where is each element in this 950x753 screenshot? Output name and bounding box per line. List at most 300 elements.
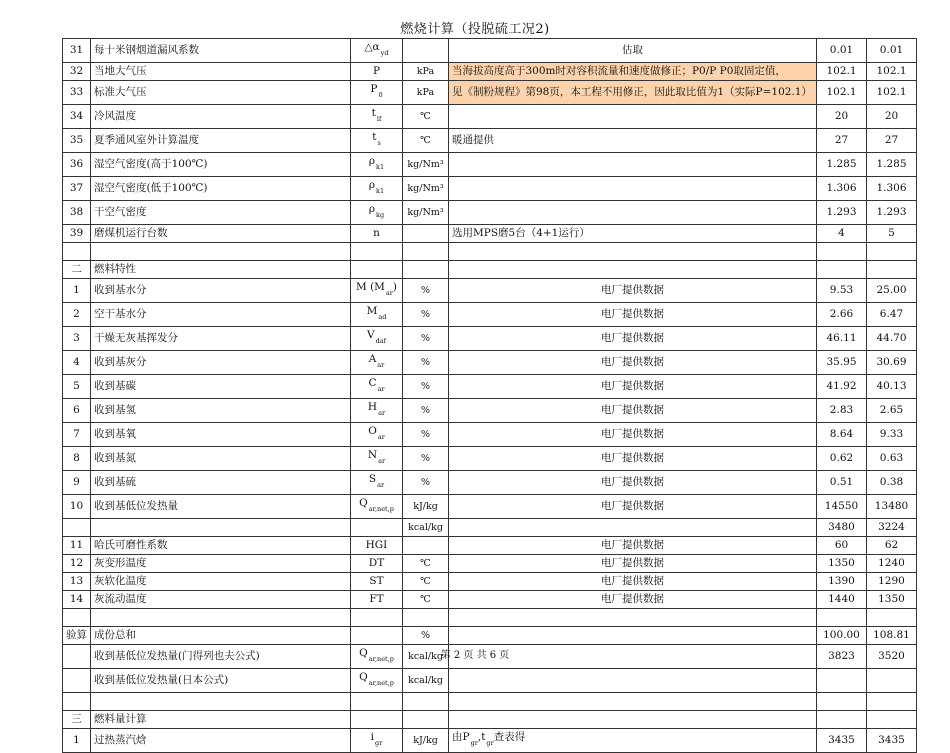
symbol-main: S bbox=[368, 473, 377, 485]
row-name: 收到基硫 bbox=[91, 471, 351, 495]
row-value-2: 62 bbox=[867, 537, 917, 555]
row-value-1 bbox=[817, 261, 867, 279]
row-note: 电厂提供数据 bbox=[449, 399, 817, 423]
row-note bbox=[449, 609, 817, 627]
table-row bbox=[63, 225, 917, 243]
table-row bbox=[63, 555, 917, 573]
row-value-2: 5 bbox=[867, 225, 917, 243]
row-symbol bbox=[351, 591, 403, 609]
row-note bbox=[449, 261, 817, 279]
table-row bbox=[63, 153, 917, 177]
row-unit: % bbox=[403, 447, 449, 471]
row-note bbox=[449, 105, 817, 129]
symbol-subscript: yd bbox=[380, 49, 389, 57]
row-value-2: 1.293 bbox=[867, 201, 917, 225]
row-value-2: 2.65 bbox=[867, 399, 917, 423]
symbol-subscript: ar,net,p bbox=[368, 505, 394, 513]
table-row bbox=[63, 177, 917, 201]
note-subscript: gr bbox=[486, 739, 494, 747]
row-value-1: 102.1 bbox=[817, 81, 867, 105]
table-row bbox=[63, 627, 917, 645]
row-note: 电厂提供数据 bbox=[449, 555, 817, 573]
row-note bbox=[449, 693, 817, 711]
symbol-subscript: 0 bbox=[378, 91, 383, 99]
row-value-1: 35.95 bbox=[817, 351, 867, 375]
row-unit bbox=[403, 261, 449, 279]
table-row bbox=[63, 669, 917, 693]
row-value-2 bbox=[867, 609, 917, 627]
row-unit: % bbox=[403, 279, 449, 303]
row-unit bbox=[403, 243, 449, 261]
row-number: 1 bbox=[63, 729, 91, 753]
row-value-1: 14550 bbox=[817, 495, 867, 519]
row-note bbox=[449, 729, 817, 753]
row-value-2: 0.01 bbox=[867, 39, 917, 63]
note-text: ,t bbox=[477, 731, 486, 743]
row-symbol bbox=[351, 555, 403, 573]
row-unit: % bbox=[403, 303, 449, 327]
symbol-main: Q bbox=[359, 497, 368, 509]
row-number: 4 bbox=[63, 351, 91, 375]
row-unit bbox=[403, 39, 449, 63]
row-number bbox=[63, 243, 91, 261]
row-symbol bbox=[351, 201, 403, 225]
symbol-subscript: ar bbox=[385, 289, 393, 297]
row-number: 38 bbox=[63, 201, 91, 225]
symbol-main: P bbox=[370, 83, 378, 95]
row-symbol bbox=[351, 729, 403, 753]
row-unit: ℃ bbox=[403, 573, 449, 591]
symbol-main: Q bbox=[359, 671, 368, 683]
table-row bbox=[63, 537, 917, 555]
row-unit: ℃ bbox=[403, 129, 449, 153]
row-symbol bbox=[351, 129, 403, 153]
row-unit: kg/Nm³ bbox=[403, 201, 449, 225]
row-name: 收到基低位发热量(日本公式) bbox=[91, 669, 351, 693]
row-note: 电厂提供数据 bbox=[449, 537, 817, 555]
page-title: 燃烧计算（投脱硫工况2) bbox=[400, 22, 550, 37]
row-name: 夏季通风室外计算温度 bbox=[91, 129, 351, 153]
symbol-tail: ) bbox=[392, 281, 398, 293]
symbol-main: M bbox=[366, 305, 378, 317]
symbol-subscript: ar,net,p bbox=[368, 679, 394, 687]
row-value-2: 40.13 bbox=[867, 375, 917, 399]
table-row bbox=[63, 201, 917, 225]
row-name: 干空气密度 bbox=[91, 201, 351, 225]
row-name bbox=[91, 243, 351, 261]
row-symbol bbox=[351, 399, 403, 423]
row-note: 电厂提供数据 bbox=[449, 351, 817, 375]
row-unit bbox=[403, 693, 449, 711]
table-row bbox=[63, 519, 917, 537]
row-unit: kcal/kg bbox=[403, 669, 449, 693]
row-value-1: 1.285 bbox=[817, 153, 867, 177]
row-name: 空干基水分 bbox=[91, 303, 351, 327]
symbol-subscript: gr bbox=[375, 739, 383, 747]
row-number: 6 bbox=[63, 399, 91, 423]
row-number: 33 bbox=[63, 81, 91, 105]
row-value-2: 1.306 bbox=[867, 177, 917, 201]
row-value-1: 1.306 bbox=[817, 177, 867, 201]
row-symbol bbox=[351, 573, 403, 591]
row-number: 12 bbox=[63, 555, 91, 573]
row-unit: kcal/kg bbox=[403, 645, 449, 669]
table-row bbox=[63, 63, 917, 81]
row-value-2: 1290 bbox=[867, 573, 917, 591]
symbol-main: ρ bbox=[368, 155, 376, 167]
row-note: 见《制粉规程》第98页，本工程不用修正，因此取比值为1（实际P=102.1） bbox=[449, 81, 817, 105]
table-row bbox=[63, 729, 917, 753]
row-value-1: 9.53 bbox=[817, 279, 867, 303]
row-note: 电厂提供数据 bbox=[449, 327, 817, 351]
symbol-subscript: k1 bbox=[376, 163, 385, 171]
row-number: 32 bbox=[63, 63, 91, 81]
row-value-1: 2.83 bbox=[817, 399, 867, 423]
row-value-1: 102.1 bbox=[817, 63, 867, 81]
row-value-2 bbox=[867, 693, 917, 711]
table-row bbox=[63, 591, 917, 609]
row-number bbox=[63, 609, 91, 627]
row-unit: % bbox=[403, 351, 449, 375]
row-value-1: 4 bbox=[817, 225, 867, 243]
row-name: 收到基水分 bbox=[91, 279, 351, 303]
table-row bbox=[63, 261, 917, 279]
row-number: 37 bbox=[63, 177, 91, 201]
symbol-main: ST bbox=[369, 575, 384, 587]
symbol-subscript: lf bbox=[376, 115, 382, 123]
symbol-main: n bbox=[373, 227, 380, 239]
row-symbol bbox=[351, 81, 403, 105]
row-number: 11 bbox=[63, 537, 91, 555]
row-note bbox=[449, 519, 817, 537]
row-name: 收到基低位发热量 bbox=[91, 495, 351, 519]
table-row bbox=[63, 105, 917, 129]
symbol-main: C bbox=[368, 377, 377, 389]
row-note: 电厂提供数据 bbox=[449, 279, 817, 303]
row-value-1 bbox=[817, 693, 867, 711]
row-unit: % bbox=[403, 399, 449, 423]
symbol-main: M (M bbox=[355, 281, 385, 293]
row-value-1 bbox=[817, 609, 867, 627]
row-value-2: 102.1 bbox=[867, 63, 917, 81]
symbol-main: H bbox=[367, 401, 378, 413]
table-row bbox=[63, 693, 917, 711]
row-value-1: 0.62 bbox=[817, 447, 867, 471]
row-symbol bbox=[351, 261, 403, 279]
row-value-2: 20 bbox=[867, 105, 917, 129]
row-unit: % bbox=[403, 627, 449, 645]
table-row bbox=[63, 447, 917, 471]
symbol-main: P bbox=[372, 65, 381, 77]
row-symbol bbox=[351, 627, 403, 645]
row-value-2: 27 bbox=[867, 129, 917, 153]
row-note: 选用MPS磨5台（4+1运行） bbox=[449, 225, 817, 243]
row-value-1: 8.64 bbox=[817, 423, 867, 447]
row-name: 湿空气密度(高于100℃) bbox=[91, 153, 351, 177]
row-name: 收到基低位发热量(门得列也夫公式) bbox=[91, 645, 351, 669]
row-name: 收到基氢 bbox=[91, 399, 351, 423]
row-number: 验算 bbox=[63, 627, 91, 645]
row-note: 电厂提供数据 bbox=[449, 375, 817, 399]
row-symbol bbox=[351, 351, 403, 375]
row-value-1 bbox=[817, 243, 867, 261]
row-number: 36 bbox=[63, 153, 91, 177]
row-symbol bbox=[351, 153, 403, 177]
row-value-2: 0.63 bbox=[867, 447, 917, 471]
row-unit: kcal/kg bbox=[403, 519, 449, 537]
symbol-subscript: ar bbox=[378, 409, 386, 417]
row-value-2: 102.1 bbox=[867, 81, 917, 105]
row-number: 39 bbox=[63, 225, 91, 243]
row-symbol bbox=[351, 225, 403, 243]
row-name: 当地大气压 bbox=[91, 63, 351, 81]
row-note: 电厂提供数据 bbox=[449, 591, 817, 609]
row-unit: kg/Nm³ bbox=[403, 177, 449, 201]
row-value-1 bbox=[817, 711, 867, 729]
table-row bbox=[63, 327, 917, 351]
symbol-subscript: kg bbox=[376, 211, 385, 219]
table-row bbox=[63, 279, 917, 303]
table-row bbox=[63, 495, 917, 519]
row-name: 冷风温度 bbox=[91, 105, 351, 129]
row-unit: % bbox=[403, 375, 449, 399]
row-value-2: 9.33 bbox=[867, 423, 917, 447]
row-number: 2 bbox=[63, 303, 91, 327]
row-value-1: 27 bbox=[817, 129, 867, 153]
row-name: 收到基灰分 bbox=[91, 351, 351, 375]
row-unit: % bbox=[403, 471, 449, 495]
table-row bbox=[63, 471, 917, 495]
row-number: 34 bbox=[63, 105, 91, 129]
row-value-1: 3480 bbox=[817, 519, 867, 537]
table-row bbox=[63, 573, 917, 591]
row-number: 3 bbox=[63, 327, 91, 351]
row-value-1 bbox=[817, 669, 867, 693]
table-row bbox=[63, 39, 917, 63]
row-number: 31 bbox=[63, 39, 91, 63]
row-symbol bbox=[351, 471, 403, 495]
row-symbol bbox=[351, 327, 403, 351]
row-name: 哈氏可磨性系数 bbox=[91, 537, 351, 555]
symbol-subscript: ar bbox=[377, 361, 385, 369]
row-symbol bbox=[351, 669, 403, 693]
row-number: 35 bbox=[63, 129, 91, 153]
row-value-1: 60 bbox=[817, 537, 867, 555]
symbol-subscript: ad bbox=[378, 313, 387, 321]
row-name bbox=[91, 609, 351, 627]
row-number: 二 bbox=[63, 261, 91, 279]
row-value-1: 1440 bbox=[817, 591, 867, 609]
row-note: 电厂提供数据 bbox=[449, 471, 817, 495]
table-row bbox=[63, 711, 917, 729]
table-row bbox=[63, 375, 917, 399]
row-value-2: 6.47 bbox=[867, 303, 917, 327]
row-value-2 bbox=[867, 243, 917, 261]
table-row bbox=[63, 423, 917, 447]
row-symbol bbox=[351, 105, 403, 129]
row-symbol bbox=[351, 537, 403, 555]
row-name: 过热蒸汽焓 bbox=[91, 729, 351, 753]
row-number: 9 bbox=[63, 471, 91, 495]
row-value-1: 0.51 bbox=[817, 471, 867, 495]
row-name: 干燥无灰基挥发分 bbox=[91, 327, 351, 351]
row-value-1: 3823 bbox=[817, 645, 867, 669]
symbol-main: A bbox=[368, 353, 377, 365]
table-row bbox=[63, 243, 917, 261]
row-note: 当海拔高度高于300m时对容积流量和速度做修正；P0/P P0取固定值， bbox=[449, 63, 817, 81]
row-number: 14 bbox=[63, 591, 91, 609]
row-note bbox=[449, 627, 817, 645]
row-value-2: 3520 bbox=[867, 645, 917, 669]
table-row bbox=[63, 609, 917, 627]
row-value-1: 100.00 bbox=[817, 627, 867, 645]
row-symbol bbox=[351, 303, 403, 327]
row-number: 三 bbox=[63, 711, 91, 729]
row-value-2: 25.00 bbox=[867, 279, 917, 303]
row-name bbox=[91, 519, 351, 537]
row-unit bbox=[403, 225, 449, 243]
row-note bbox=[449, 177, 817, 201]
row-name: 收到基氧 bbox=[91, 423, 351, 447]
row-note bbox=[449, 201, 817, 225]
symbol-main: ρ bbox=[368, 203, 376, 215]
row-name: 磨煤机运行台数 bbox=[91, 225, 351, 243]
row-value-1: 1390 bbox=[817, 573, 867, 591]
row-note bbox=[449, 243, 817, 261]
row-unit: ℃ bbox=[403, 591, 449, 609]
row-name: 灰软化温度 bbox=[91, 573, 351, 591]
symbol-subscript: s bbox=[377, 139, 381, 147]
symbol-main: t bbox=[372, 131, 377, 143]
row-value-2: 0.38 bbox=[867, 471, 917, 495]
symbol-subscript: ar bbox=[377, 385, 385, 393]
symbol-main: i bbox=[370, 731, 375, 743]
row-name: 收到基氮 bbox=[91, 447, 351, 471]
page-footer: 第 2 页 共 6 页 bbox=[440, 650, 510, 661]
row-unit: ℃ bbox=[403, 105, 449, 129]
row-name: 燃料量计算 bbox=[91, 711, 351, 729]
row-symbol bbox=[351, 177, 403, 201]
row-name: 灰流动温度 bbox=[91, 591, 351, 609]
row-number bbox=[63, 519, 91, 537]
row-symbol bbox=[351, 423, 403, 447]
row-symbol bbox=[351, 243, 403, 261]
row-note: 电厂提供数据 bbox=[449, 303, 817, 327]
symbol-main: Q bbox=[359, 647, 368, 659]
row-name: 湿空气密度(低于100℃) bbox=[91, 177, 351, 201]
row-value-1: 3435 bbox=[817, 729, 867, 753]
row-value-2 bbox=[867, 711, 917, 729]
row-value-1: 46.11 bbox=[817, 327, 867, 351]
row-symbol bbox=[351, 279, 403, 303]
symbol-subscript: ar bbox=[377, 433, 385, 441]
table-row bbox=[63, 399, 917, 423]
row-note bbox=[449, 153, 817, 177]
row-number: 5 bbox=[63, 375, 91, 399]
row-unit: ℃ bbox=[403, 555, 449, 573]
row-value-1: 2.66 bbox=[817, 303, 867, 327]
row-note: 电厂提供数据 bbox=[449, 447, 817, 471]
row-unit bbox=[403, 711, 449, 729]
row-value-2: 3224 bbox=[867, 519, 917, 537]
row-value-1: 1.293 bbox=[817, 201, 867, 225]
row-number bbox=[63, 693, 91, 711]
row-value-1: 0.01 bbox=[817, 39, 867, 63]
row-value-1: 1350 bbox=[817, 555, 867, 573]
row-value-2: 1240 bbox=[867, 555, 917, 573]
row-number: 1 bbox=[63, 279, 91, 303]
row-symbol bbox=[351, 63, 403, 81]
row-value-2: 44.70 bbox=[867, 327, 917, 351]
symbol-main: ρ bbox=[368, 179, 376, 191]
table-row bbox=[63, 81, 917, 105]
row-value-1: 20 bbox=[817, 105, 867, 129]
row-unit: kg/Nm³ bbox=[403, 153, 449, 177]
row-note: 电厂提供数据 bbox=[449, 423, 817, 447]
row-unit bbox=[403, 609, 449, 627]
row-unit: % bbox=[403, 423, 449, 447]
note-text: 查表得 bbox=[493, 731, 526, 743]
row-symbol bbox=[351, 711, 403, 729]
row-value-2: 3435 bbox=[867, 729, 917, 753]
row-value-2: 13480 bbox=[867, 495, 917, 519]
table-row bbox=[63, 129, 917, 153]
symbol-main: DT bbox=[368, 557, 385, 569]
symbol-subscript: ar bbox=[378, 457, 386, 465]
row-value-2: 1.285 bbox=[867, 153, 917, 177]
row-name: 收到基碳 bbox=[91, 375, 351, 399]
row-note: 估取 bbox=[449, 39, 817, 63]
row-unit: kPa bbox=[403, 63, 449, 81]
table-row bbox=[63, 351, 917, 375]
row-value-2: 30.69 bbox=[867, 351, 917, 375]
row-name: 灰变形温度 bbox=[91, 555, 351, 573]
symbol-main: △α bbox=[364, 41, 380, 53]
symbol-main: V bbox=[366, 329, 375, 341]
symbol-subscript: daf bbox=[375, 337, 387, 345]
note-subscript: gr bbox=[470, 739, 478, 747]
row-number: 13 bbox=[63, 573, 91, 591]
row-symbol bbox=[351, 609, 403, 627]
row-value-2 bbox=[867, 669, 917, 693]
row-symbol bbox=[351, 39, 403, 63]
symbol-main: N bbox=[367, 449, 378, 461]
row-name: 燃料特性 bbox=[91, 261, 351, 279]
row-symbol bbox=[351, 519, 403, 537]
row-note bbox=[449, 669, 817, 693]
row-symbol bbox=[351, 375, 403, 399]
row-name: 成份总和 bbox=[91, 627, 351, 645]
row-note: 暖通提供 bbox=[449, 129, 817, 153]
symbol-subscript: ar,net,p bbox=[368, 655, 394, 663]
row-number: 7 bbox=[63, 423, 91, 447]
row-symbol bbox=[351, 447, 403, 471]
row-number: 8 bbox=[63, 447, 91, 471]
row-value-2: 108.81 bbox=[867, 627, 917, 645]
row-unit: % bbox=[403, 327, 449, 351]
row-value-1: 41.92 bbox=[817, 375, 867, 399]
row-value-2: 1350 bbox=[867, 591, 917, 609]
table-row bbox=[63, 303, 917, 327]
symbol-main: HGI bbox=[365, 539, 388, 551]
row-unit: kJ/kg bbox=[403, 495, 449, 519]
row-value-2 bbox=[867, 261, 917, 279]
row-unit: kJ/kg bbox=[403, 729, 449, 753]
row-symbol bbox=[351, 693, 403, 711]
row-name: 每十米钢烟道漏风系数 bbox=[91, 39, 351, 63]
symbol-subscript: ar bbox=[377, 481, 385, 489]
row-note: 电厂提供数据 bbox=[449, 495, 817, 519]
